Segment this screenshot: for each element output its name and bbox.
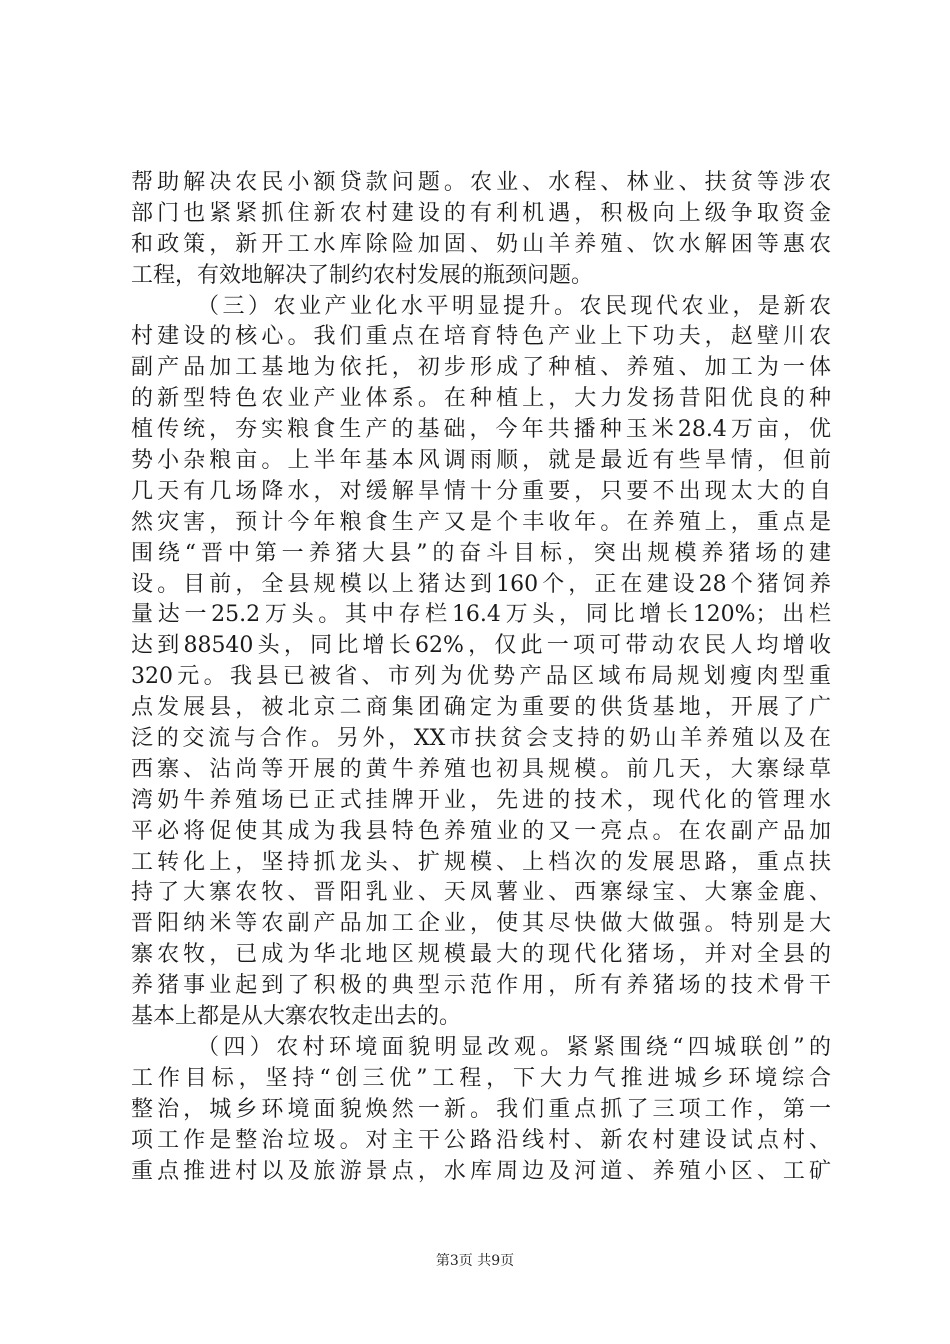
text-line: 重点推进村以及旅游景点，水库周边及河道、养殖小区、工矿 bbox=[131, 1158, 831, 1184]
text-line: 势小杂粮亩。上半年基本风调雨顺，就是最近有些旱情，但前 bbox=[131, 448, 831, 474]
text-line: 养猪事业起到了积极的典型示范作用，所有养猪场的技术骨干 bbox=[131, 973, 831, 999]
text-line: 植传统，夯实粮食生产的基础，今年共播种玉米28.4万亩，优 bbox=[131, 417, 831, 443]
text-line: 整治，城乡环境面貌焕然一新。我们重点抓了三项工作，第一 bbox=[131, 1096, 831, 1122]
text-line: 湾奶牛养殖场已正式挂牌开业，先进的技术，现代化的管理水 bbox=[131, 787, 831, 813]
text-line: 村建设的核心。我们重点在培育特色产业上下功夫，赵壁川农 bbox=[131, 324, 831, 350]
text-line: 和政策，新开工水库除险加固、奶山羊养殖、饮水解困等惠农 bbox=[131, 231, 831, 257]
text-line: 持了大寨农牧、晋阳乳业、天凤薯业、西寨绿宝、大寨金鹿、 bbox=[131, 880, 831, 906]
text-line: 然灾害，预计今年粮食生产又是个丰收年。在养殖上，重点是 bbox=[131, 509, 831, 535]
text-line: 设。目前，全县规模以上猪达到160个，正在建设28个猪饲养 bbox=[131, 571, 831, 597]
text-line: 工转化上，坚持抓龙头、扩规模、上档次的发展思路，重点扶 bbox=[131, 849, 831, 875]
text-line: 基本上都是从大寨农牧走出去的。 bbox=[131, 1004, 462, 1030]
text-line: 工程，有效地解决了制约农村发展的瓶颈问题。 bbox=[131, 262, 594, 288]
body-text bbox=[131, 168, 831, 1187]
text-line: 工作目标，坚持“创三优”工程，下大力气推进城乡环境综合 bbox=[131, 1065, 831, 1091]
text-line: 达到88540头，同比增长62%，仅此一项可带动农民人均增收 bbox=[131, 633, 831, 659]
text-line: 部门也紧紧抓住新农村建设的有利机遇，积极向上级争取资金 bbox=[131, 200, 831, 226]
page-footer: 第3页 共9页 bbox=[435, 1253, 515, 1269]
text-line: 西寨、沾尚等开展的黄牛养殖也初具规模。前几天，大寨绿草 bbox=[131, 756, 831, 782]
text-line: 320元。我县已被省、市列为优势产品区域布局规划瘦肉型重 bbox=[131, 664, 831, 690]
section-heading-line: （三）农业产业化水平明显提升。农民现代农业，是新农 bbox=[197, 293, 831, 319]
text-line: 的新型特色农业产业体系。在种植上，大力发扬昔阳优良的种 bbox=[131, 386, 831, 412]
text-line: 量达一25.2万头。其中存栏16.4万头，同比增长120%；出栏 bbox=[131, 602, 831, 628]
text-line: 副产品加工基地为依托，初步形成了种植、养殖、加工为一体 bbox=[131, 355, 831, 381]
text-line: 寨农牧，已成为华北地区规模最大的现代化猪场，并对全县的 bbox=[131, 942, 831, 968]
text-line: 项工作是整治垃圾。对主干公路沿线村、新农村建设试点村、 bbox=[131, 1127, 831, 1153]
text-line: 围绕“晋中第一养猪大县”的奋斗目标，突出规模养猪场的建 bbox=[131, 540, 831, 566]
text-line: 几天有几场降水，对缓解旱情十分重要，只要不出现太大的自 bbox=[131, 478, 831, 504]
text-line: 点发展县，被北京二商集团确定为重要的供货基地，开展了广 bbox=[131, 695, 831, 721]
text-line: 帮助解决农民小额贷款问题。农业、水程、林业、扶贫等涉农 bbox=[131, 170, 831, 195]
text-line: 晋阳纳米等农副产品加工企业，使其尽快做大做强。特别是大 bbox=[131, 911, 831, 937]
section-heading-line: （四）农村环境面貌明显改观。紧紧围绕“四城联创”的 bbox=[197, 1034, 831, 1060]
text-line: 平必将促使其成为我县特色养殖业的又一亮点。在农副产品加 bbox=[131, 818, 831, 844]
text-line: 泛的交流与合作。另外，XX市扶贫会支持的奶山羊养殖以及在 bbox=[131, 726, 831, 752]
